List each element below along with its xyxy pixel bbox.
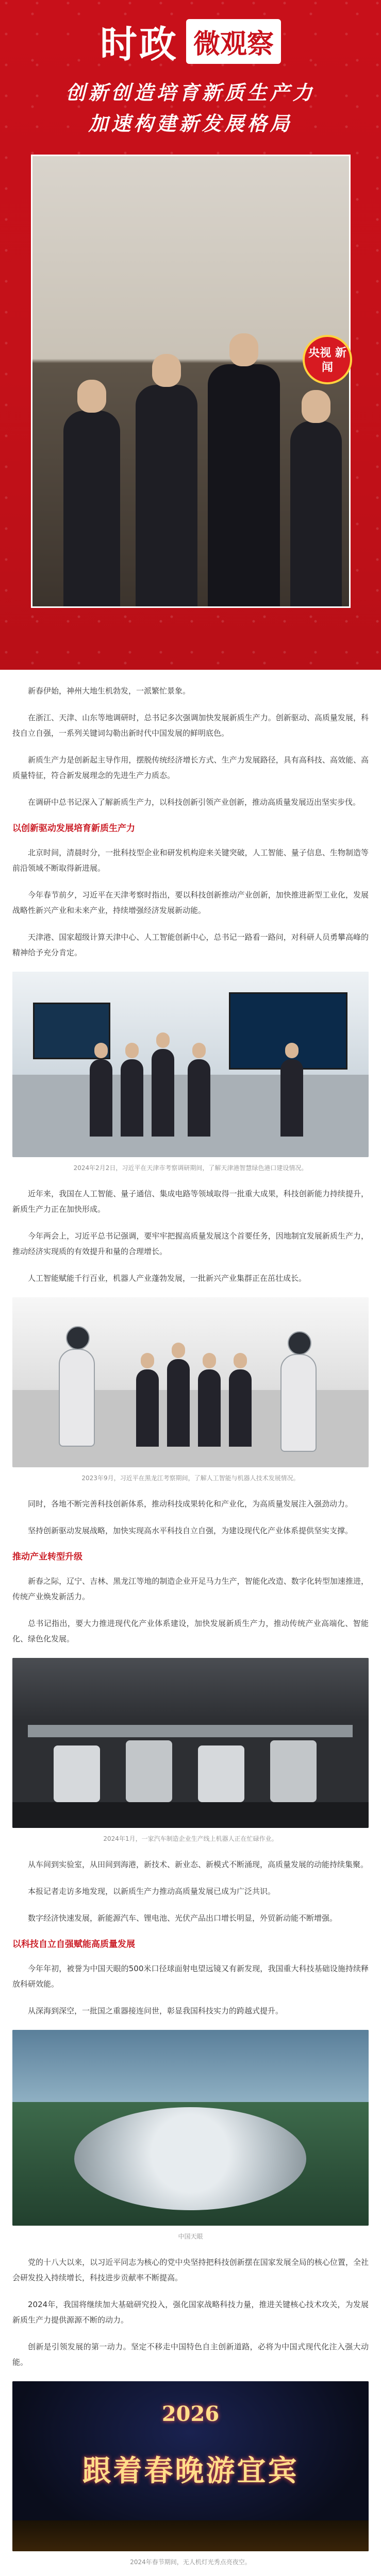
paragraph: 党的十八大以来，以习近平同志为核心的党中央坚持把科技创新摆在国家发展全局的核心位置，全社会研发投入持续增长，科技进步贡献率不断提高。 [12, 2258, 369, 2282]
photo-block-5 [12, 2381, 369, 2568]
section-title-2: 推动产业转型升级 [12, 1552, 82, 1562]
paragraph: 近年来，我国在人工智能、量子通信、集成电路等领域取得一批重大成果，科技创新能力持续提升，新质生产力正在加快形成。 [12, 1189, 369, 1214]
paragraph: 北京时间，清晨时分，一批科技型企业和研发机构迎来关键突破，人工智能、量子信息、生物制造等前沿领域不断取得新进展。 [12, 848, 369, 873]
photo-block-3 [12, 1658, 369, 1844]
paragraph: 今年年初，被誉为中国天眼的500米口径球面射电望远镜又有新发现，我国重大科技基础设施持续释放科研效能。 [12, 1964, 369, 1989]
photo-block-2 [12, 1297, 369, 1484]
photo-block-4 [12, 2030, 369, 2242]
brand-logo [0, 14, 381, 68]
banner-photo [31, 155, 351, 608]
paragraph: 数字经济快速发展，新能源汽车、锂电池、光伏产品出口增长明显，外贸新动能不断增强。 [28, 1913, 338, 1923]
paragraph: 今年两会上，习近平总书记强调，要牢牢把握高质量发展这个首要任务，因地制宜发展新质生产力，推动经济实现质的有效提升和量的合理增长。 [12, 1231, 369, 1256]
badge-label: 央视 新闻 [308, 347, 346, 374]
paragraph: 在浙江、天津、山东等地调研时，总书记多次强调加快发展新质生产力。创新驱动、高质量发展，科技自立自强，一系列关键词勾勒出新时代中国发展的鲜明底色。 [12, 713, 369, 738]
brand-main-text: 时政 [100, 22, 178, 66]
headline-line-1: 创新创造培育新质生产力 [65, 81, 316, 104]
paragraph: 本报记者走访多地发现，以新质生产力推动高质量发展已成为广泛共识。 [28, 1887, 276, 1896]
section-title-3: 以科技自立自强赋能高质量发展 [12, 1939, 135, 1950]
paragraph: 在调研中总书记深入了解新质生产力，以科技创新引领产业创新，推动高质量发展迈出坚实步伐。 [28, 798, 361, 807]
photo-fast-telescope [12, 2030, 369, 2226]
paragraph: 2024年，我国将继续加大基础研究投入，强化国家战略科技力量，推进关键核心技术攻关，为发展新质生产力提供源源不断的动力。 [12, 2300, 369, 2325]
paragraph: 从深海到深空，一批国之重器接连问世，彰显我国科技实力的跨越式提升。 [28, 2006, 284, 2015]
paragraph: 今年春节前夕，习近平在天津考察时指出，要以科技创新推动产业创新，加快推进新型工业化，发展战略性新兴产业和未来产业，持续增强经济发展新动能。 [12, 890, 369, 915]
cctv-news-badge [303, 335, 352, 384]
banner-headline [0, 77, 381, 139]
brand-tag-text: 微观察 [186, 19, 281, 64]
paragraph: 同时，各地不断完善科技创新体系，推动科技成果转化和产业化，为高质量发展注入强劲动力。 [28, 1499, 353, 1509]
photo-drone-show [12, 2381, 369, 2551]
paragraph: 创新是引领发展的第一动力。坚定不移走中国特色自主创新道路，必将为中国式现代化注入强大动能。 [12, 2342, 369, 2367]
paragraph: 新质生产力是创新起主导作用，摆脱传统经济增长方式、生产力发展路径，具有高科技、高效能、高质量特征，符合新发展理念的先进生产力质态。 [12, 755, 369, 780]
drone-slogan-text: 跟着春晚游宜宾 [82, 2454, 299, 2488]
photo-caption-3: 2024年1月，一家汽车制造企业生产线上机器人正在忙碌作业。 [103, 1835, 278, 1842]
paragraph: 总书记指出，要大力推进现代化产业体系建设，加快发展新质生产力，推动传统产业高端化、智能化、绿色化发展。 [12, 1619, 369, 1643]
photo-caption-1: 2024年2月2日，习近平在天津市考察调研期间，了解天津港智慧绿色港口建设情况。 [73, 1164, 308, 1172]
photo-caption-5: 2024年春节期间，无人机灯光秀点亮夜空。 [130, 2558, 251, 2566]
photo-block-1 [12, 972, 369, 1174]
paragraph: 天津港、国家超级计算天津中心、人工智能创新中心，总书记一路看一路问，对科研人员勇攀高峰的精神给予充分肯定。 [12, 933, 369, 957]
photo-factory [12, 1658, 369, 1828]
hero-banner [0, 0, 381, 670]
paragraph: 人工智能赋能千行百业，机器人产业蓬勃发展，一批新兴产业集群正在茁壮成长。 [28, 1274, 307, 1283]
photo-robots [12, 1297, 369, 1467]
article-body [0, 670, 381, 2576]
headline-line-2: 加速构建新发展格局 [88, 112, 293, 135]
intro-paragraph: 新春伊始，神州大地生机勃发，一派繁忙景象。 [28, 686, 191, 696]
section-title-1: 以创新驱动发展培育新质生产力 [12, 823, 135, 834]
photo-caption-4: 中国天眼 [178, 2233, 203, 2240]
paragraph: 坚持创新驱动发展战略，加快实现高水平科技自立自强，为建设现代化产业体系提供坚实支撑。 [28, 1526, 353, 1535]
photo-caption-2: 2023年9月，习近平在黑龙江考察期间，了解人工智能与机器人技术发展情况。 [81, 1475, 300, 1482]
drone-year-text: 2026 [161, 2402, 220, 2426]
photo-tech-center [12, 972, 369, 1157]
paragraph: 从车间到实验室，从田间到海港，新技术、新业态、新模式不断涌现，高质量发展的动能持续集聚。 [28, 1860, 369, 1869]
paragraph: 新春之际，辽宁、吉林、黑龙江等地的制造企业开足马力生产，智能化改造、数字化转型加速推进，传统产业焕发新活力。 [12, 1577, 369, 1601]
